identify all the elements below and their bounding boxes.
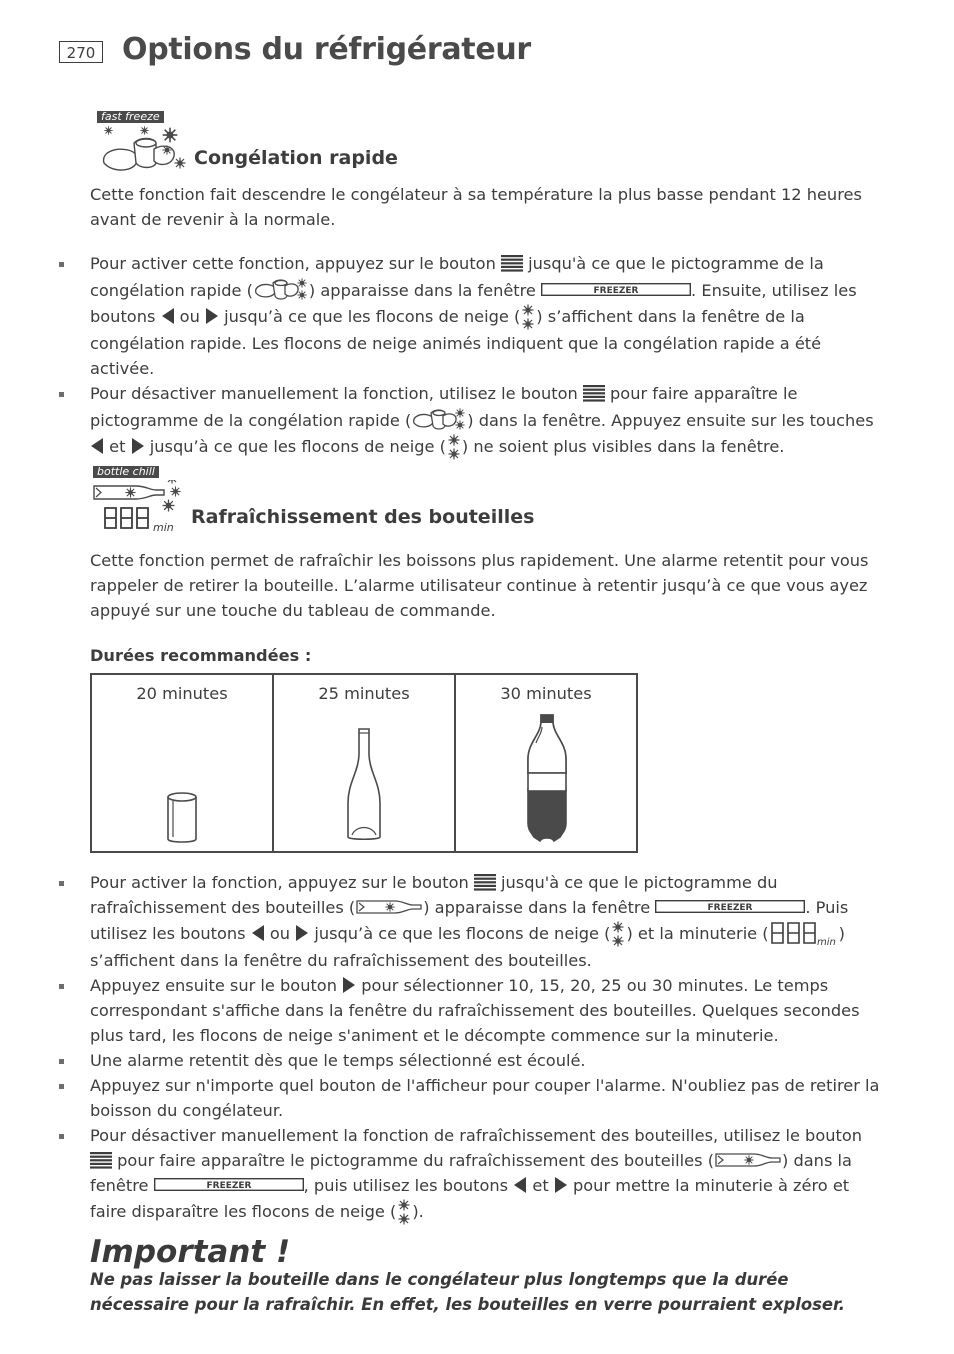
duration-label: 25 minutes — [318, 684, 410, 703]
right-arrow-icon — [295, 925, 309, 941]
bottle-chill-icon-label: bottle chill — [93, 466, 159, 478]
menu-button-icon — [90, 1152, 112, 1169]
left-arrow-icon — [90, 438, 104, 454]
page-title: Options du réfrigérateur — [122, 32, 531, 67]
wine-bottle-icon — [344, 727, 384, 843]
timer-display-unit: min — [153, 521, 174, 534]
fast-freeze-icon — [411, 406, 467, 432]
durations-table — [90, 673, 638, 853]
bottle-chill-icon — [714, 1151, 782, 1169]
duration-cell-soda-bottle — [455, 674, 637, 852]
bottle-chill-heading: Rafraîchissement des bouteilles — [191, 506, 535, 528]
list-item: Pour désactiver manuellement la fonction, utilisez le bouton pour faire apparaître le pictogramme de la congélation rapide ( ) dans la fenêtre. Appuyez ensuite sur les touches et jusqu’à ce que les flocons de neige ( ) ne soient plus visibles dans la fenêtre. — [59, 381, 889, 461]
page-number: 270 — [59, 41, 103, 63]
timer-display-digits — [92, 466, 93, 467]
bottle-chill-intro: Cette fonction permet de rafraîchir les boissons plus rapidement. Une alarme retentit pour vous rappeler de retirer la bouteille. L’alarme utilisateur continue à retentir jusqu’à ce que vous ayez appuyé sur une touche du tableau de commande. — [90, 551, 869, 620]
list-item: Une alarme retentit dès que le temps sélectionné est écoulé. — [59, 1048, 889, 1073]
fast-freeze-icon — [96, 111, 192, 177]
left-arrow-icon — [513, 1177, 527, 1193]
duration-cell-wine-bottle — [273, 674, 455, 852]
menu-button-icon — [474, 874, 496, 891]
list-item: Appuyez ensuite sur le bouton pour sélectionner 10, 15, 20, 25 ou 30 minutes. Le temps correspondant s'affiche dans la fenêtre du rafraîchissement des bouteilles. Quelques secondes plus tard, les flocons de neige s'animent et le décompte commence sur la minuterie. — [59, 973, 889, 1048]
freezer-window-icon — [154, 1178, 304, 1191]
important-text: Ne pas laisser la bouteille dans le congélateur plus longtemps que la durée nécessaire pour la rafraîchir. En effet, les bouteilles en verre pourraient exploser. — [90, 1270, 845, 1314]
fast-freeze-icon-label: fast freeze — [97, 111, 164, 123]
fast-freeze-icon — [253, 276, 309, 302]
menu-button-icon — [501, 255, 523, 272]
list-item: Pour désactiver manuellement la fonction de rafraîchissement des bouteilles, utilisez le bouton pour faire apparaître le pictogramme du rafraîchissement des bouteilles ( ) dans la fenêtre , puis utilisez les boutons et pour mettre la minuterie à zéro et faire disparaître les flocons de neige ( ). — [59, 1123, 889, 1226]
snowflake-icon — [396, 1198, 412, 1226]
bottle-chill-icon — [355, 898, 423, 916]
right-arrow-icon — [554, 1177, 568, 1193]
snowflake-icon — [520, 303, 536, 331]
snowflake-icon — [610, 920, 626, 948]
left-arrow-icon — [251, 925, 265, 941]
snowflake-icon — [446, 433, 462, 461]
right-arrow-icon — [131, 438, 145, 454]
left-arrow-icon — [161, 308, 175, 324]
duration-label: 30 minutes — [500, 684, 592, 703]
menu-button-icon — [583, 385, 605, 402]
bottle-chill-bullets — [59, 870, 889, 1226]
timer-display-icon — [769, 921, 839, 947]
freezer-window-icon — [655, 900, 805, 913]
duration-cell-can — [91, 674, 273, 852]
right-arrow-icon — [205, 308, 219, 324]
list-item: Pour activer cette fonction, appuyez sur le bouton jusqu'à ce que le pictogramme de la congélation rapide ( ) apparaisse dans la fenêtre . Ensuite, utilisez les boutons ou jusqu’à ce que les flocons de neige ( ) s’affichent dans la fenêtre de la congélation rapide. Les flocons de neige animés indiquent que la congélation rapide a été activée. — [59, 251, 889, 381]
list-item: Pour activer la fonction, appuyez sur le bouton jusqu'à ce que le pictogramme du rafraîchissement des bouteilles ( ) apparaisse dans la fenêtre . Puis utilisez les boutons ou jusqu’à ce que les flocons de neige ( ) et la minuterie ( ) s’affichent dans la fenêtre du rafraîchissement des bouteilles. — [59, 870, 889, 973]
can-icon — [165, 791, 199, 845]
list-item: Appuyez sur n'importe quel bouton de l'afficheur pour couper l'alarme. N'oubliez pas de retirer la boisson du congélateur. — [59, 1073, 889, 1123]
right-arrow-icon — [342, 977, 356, 993]
duration-label: 20 minutes — [136, 684, 228, 703]
soda-bottle-icon — [524, 713, 570, 843]
freezer-window-icon — [541, 283, 691, 296]
fast-freeze-heading: Congélation rapide — [194, 147, 398, 169]
bottle-chill-icon — [92, 466, 188, 536]
fast-freeze-bullets — [59, 251, 889, 461]
important-title: Important ! — [90, 1234, 291, 1270]
table-row — [91, 674, 637, 852]
durations-title: Durées recommandées : — [90, 646, 312, 665]
fast-freeze-intro: Cette fonction fait descendre le congélateur à sa température la plus basse pendant 12 heures avant de revenir à la normale. — [90, 185, 862, 229]
